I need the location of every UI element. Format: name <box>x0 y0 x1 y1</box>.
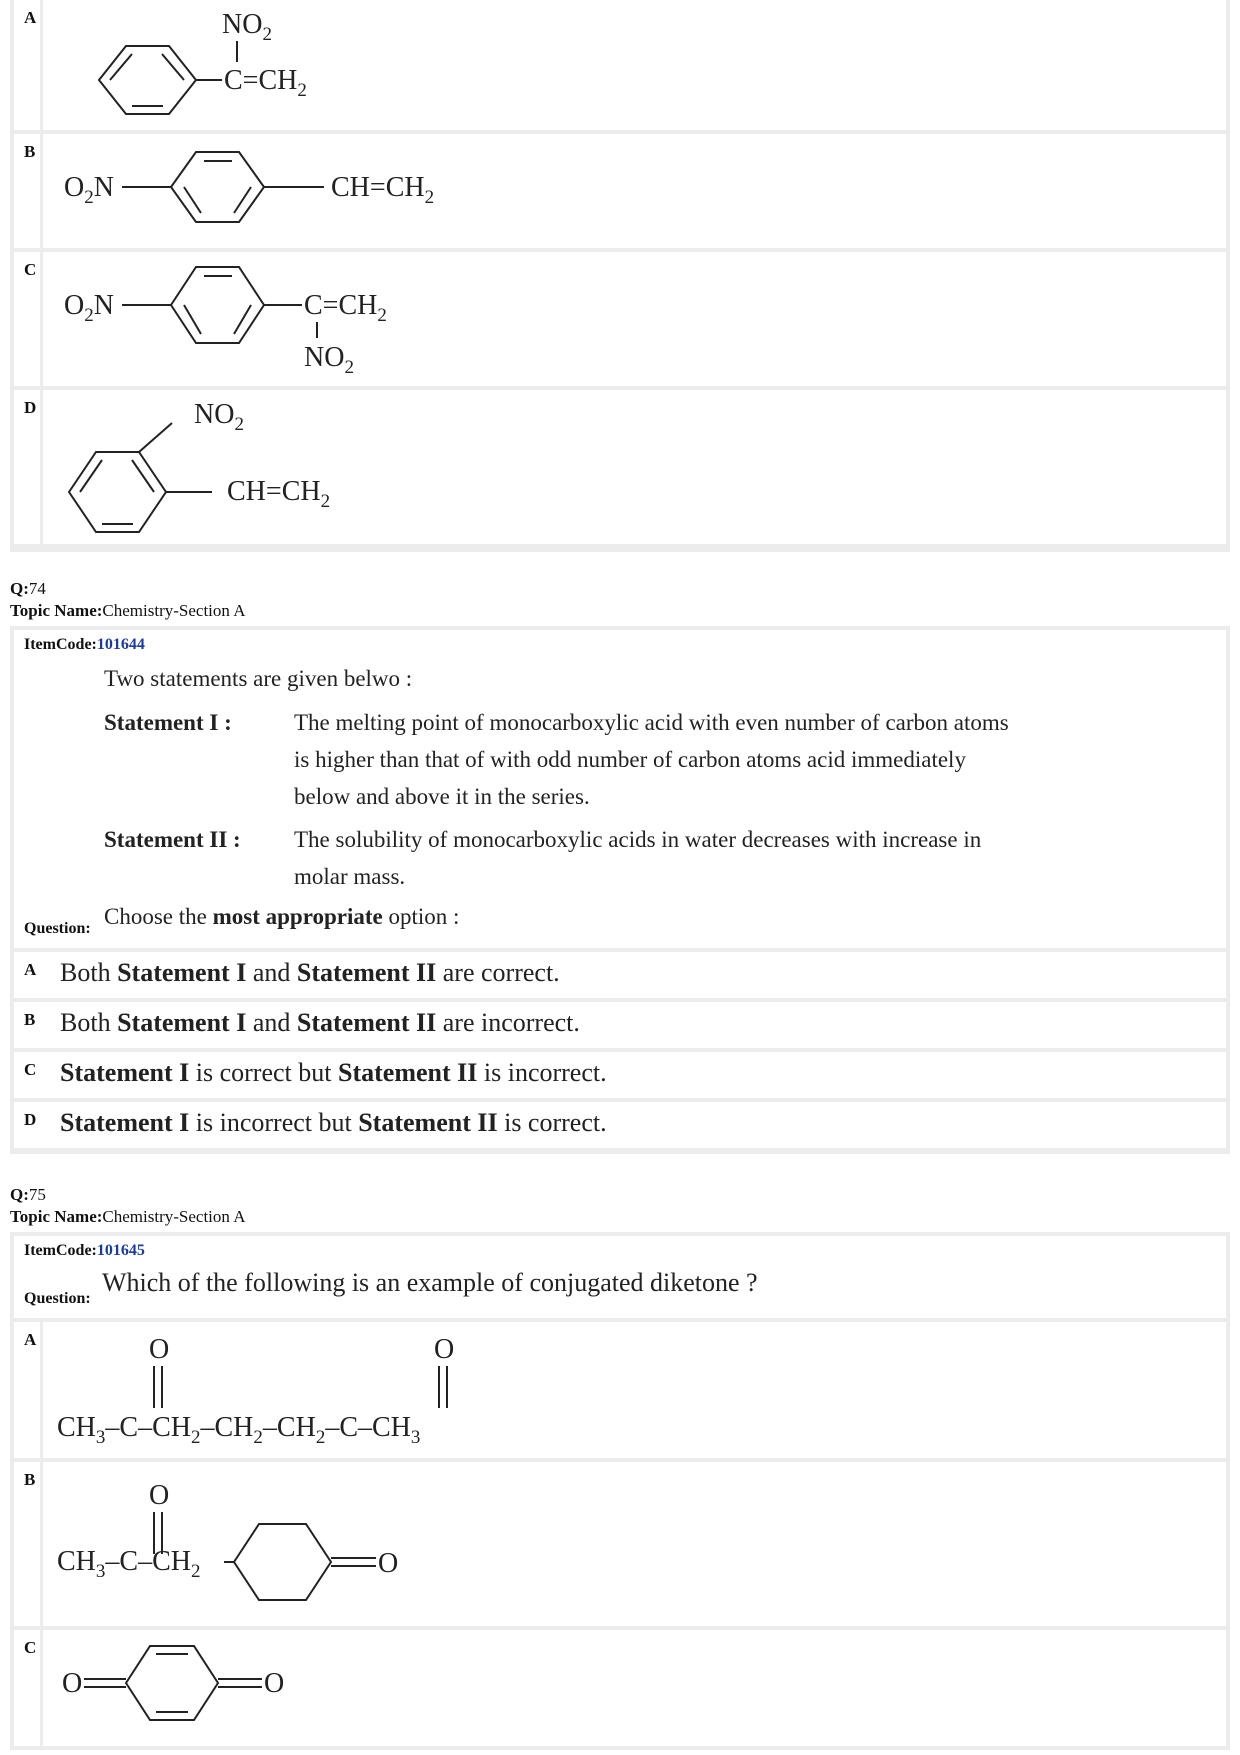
q74-option-a-text: Both Statement I and Statement II are correct. <box>60 958 560 987</box>
q74-s2-text: The solubility of monocarboxylic acids in water decreases with increase in molar mass. <box>294 827 982 889</box>
q75-itemcode: ItemCode:101645 <box>24 1242 145 1259</box>
svg-text:O2N: $O_2N$ <box>64 172 114 208</box>
svg-text:O2N: $O_2N$ <box>64 290 114 326</box>
q73-option-d[interactable] <box>14 390 1226 544</box>
q73-option-b[interactable] <box>14 134 1226 248</box>
option-label: A <box>24 1330 37 1349</box>
q73-c-structure <box>44 252 484 386</box>
option-label: A <box>24 960 37 979</box>
q74-option-c[interactable] <box>14 1052 1226 1098</box>
q75-question-label: Question: <box>24 1290 91 1307</box>
option-label: C <box>24 260 37 279</box>
q75-topic: Topic Name:Chemistry-Section A <box>10 1207 246 1226</box>
q73-b-structure <box>44 134 484 248</box>
q74-question-label: Question: <box>24 920 91 937</box>
svg-text:O: O <box>149 1334 170 1365</box>
q74-option-c-text: Statement I is correct but Statement II is incorrect. <box>60 1058 607 1087</box>
q74-option-d-text: Statement I is incorrect but Statement II is correct. <box>60 1108 607 1137</box>
q75-number: Q:75 <box>10 1185 46 1204</box>
svg-text:CH3–C–CH2: $CH_3-C-CH_2$ <box>57 1546 201 1582</box>
q73-a-structure <box>44 0 364 130</box>
svg-text:O: O <box>149 1480 170 1511</box>
svg-text:O: O <box>62 1668 83 1699</box>
option-label: D <box>24 1110 37 1129</box>
q73-options-table <box>10 0 1230 552</box>
option-label: A <box>24 8 37 27</box>
q75-option-b[interactable] <box>14 1462 1226 1626</box>
q75-a-structure <box>44 1322 604 1458</box>
q75-option-a[interactable] <box>14 1322 1226 1458</box>
q75-table <box>10 1232 1230 1750</box>
q75-c-structure <box>44 1630 404 1746</box>
q74-question-block <box>14 630 1226 948</box>
q73-option-c[interactable] <box>14 252 1226 386</box>
option-label: B <box>24 1010 36 1029</box>
q75-b-structure <box>44 1462 504 1626</box>
svg-text:O: O <box>378 1548 399 1579</box>
svg-text:C=CH2: $C=CH_2$ <box>224 65 307 101</box>
option-label: B <box>24 142 36 161</box>
q75-option-c[interactable] <box>14 1630 1226 1746</box>
q74-intro: Two statements are given belwo : <box>104 666 413 691</box>
q75-header <box>10 1184 245 1228</box>
svg-text:CH3–C–CH2–CH2–CH2–C–CH3: $CH_3-C-CH_2-CH_2-CH_2-C-CH_3$ <box>57 1412 421 1448</box>
q74-option-b-text: Both Statement I and Statement II are incorrect. <box>60 1008 580 1037</box>
q74-itemcode: ItemCode:101644 <box>24 636 145 653</box>
svg-text:NO2: $NO_2$ <box>222 9 272 45</box>
q73-d-structure <box>44 390 484 544</box>
option-label: B <box>24 1470 36 1489</box>
svg-text:C=CH2: $C=CH_2$ <box>304 290 387 326</box>
option-label: C <box>24 1060 37 1079</box>
q74-header <box>10 578 245 622</box>
q74-s1-text: The melting point of monocarboxylic acid with even number of carbon atoms is higher than that of with odd number of carbon atoms acid immediately below and above it in the series. <box>294 710 1009 809</box>
q74-choose-line: Choose the most appropriate option : <box>104 904 460 929</box>
q75-question-text: Which of the following is an example of conjugated diketone ? <box>102 1268 758 1297</box>
q74-option-a[interactable] <box>14 952 1226 998</box>
q74-number: Q:74 <box>10 579 46 598</box>
q74-option-d[interactable] <box>14 1102 1226 1148</box>
option-label: C <box>24 1638 37 1657</box>
option-label: D <box>24 398 37 417</box>
svg-text:O: O <box>434 1334 455 1365</box>
q75-question-block <box>14 1236 1226 1318</box>
q74-s2-label: Statement II : <box>104 827 241 852</box>
svg-text:CH=CH2: $CH=CH_2$ <box>331 172 435 208</box>
q74-topic: Topic Name:Chemistry-Section A <box>10 601 246 620</box>
q74-option-b[interactable] <box>14 1002 1226 1048</box>
svg-text:NO2: $NO_2$ <box>304 342 354 378</box>
q73-option-a[interactable] <box>14 0 1226 130</box>
svg-text:NO2: $NO_2$ <box>194 399 244 435</box>
q74-table <box>10 626 1230 1154</box>
svg-text:O: O <box>264 1668 285 1699</box>
q74-s1-label: Statement I : <box>104 710 232 735</box>
svg-text:CH=CH2: $CH=CH_2$ <box>227 476 331 512</box>
